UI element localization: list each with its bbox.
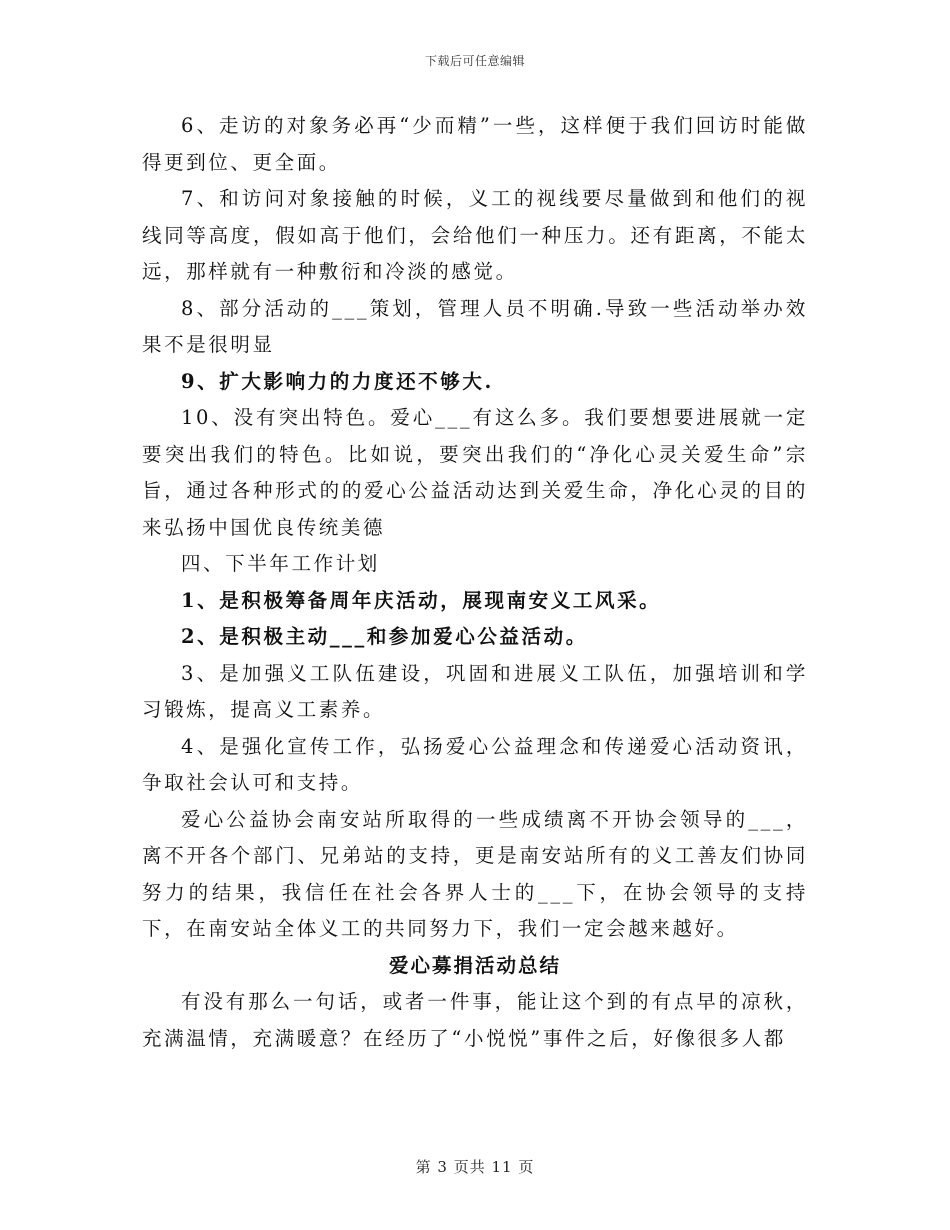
- plan-item-4: 4、是强化宣传工作，弘扬爱心公益理念和传递爱心活动资讯，争取社会认可和支持。: [142, 734, 808, 794]
- paragraph-8: 8、部分活动的___策划，管理人员不明确.导致一些活动举办效果不是很明显: [142, 296, 808, 356]
- paragraph-10: 10、没有突出特色。爱心___有这么多。我们要想要进展就一定要突出我们的特色。比如说，要突出我们的“净化心灵关爱生命”宗旨，通过各种形式的的爱心公益活动达到关爱生命，净化心灵的目的来弘扬中国优良传统美德: [142, 406, 808, 539]
- plan-item-1: 1、是积极筹备周年庆活动，展现南安义工风采。: [181, 588, 662, 612]
- section-heading-plan: 四、下半年工作计划: [181, 552, 380, 575]
- page-footer: 第 3 页共 11 页: [415, 1158, 535, 1176]
- section-title: 爱心募捐活动总结: [388, 953, 561, 977]
- closing-statement: 爱心公益协会南安站所取得的一些成绩离不开协会领导的___，离不开各个部门、兄弟站的支持，更是南安站所有的义工善友们协同努力的结果，我信任在社会各界人士的___下，在协会领导的支持下，在南安站全体义工的共同努力下，我们一定会越来越好。: [142, 807, 808, 940]
- plan-item-3: 3、是加强义工队伍建设，巩固和进展义工队伍，加强培训和学习锻炼，提高义工素养。: [142, 661, 808, 721]
- paragraph-6: 6、走访的对象务必再“少而精”一些，这样便于我们回访时能做得更到位、更全面。: [142, 114, 808, 174]
- page-header: 下载后可任意编辑: [424, 54, 525, 68]
- closing-paragraph: 有没有那么一句话，或者一件事，能让这个到的有点早的凉秋，充满温情，充满暖意？在经历了“小悦悦”事件之后，好像很多人都: [142, 990, 808, 1050]
- document-body: [142, 108, 808, 1057]
- paragraph-7: 7、和访问对象接触的时候，义工的视线要尽量做到和他们的视线同等高度，假如高于他们，会给他们一种压力。还有距离，不能太远，那样就有一种敷衍和冷淡的感觉。: [142, 187, 808, 283]
- plan-item-2: 2、是积极主动___和参加爱心公益活动。: [181, 625, 588, 648]
- paragraph-9: 9、扩大影响力的力度还不够大.: [181, 369, 494, 393]
